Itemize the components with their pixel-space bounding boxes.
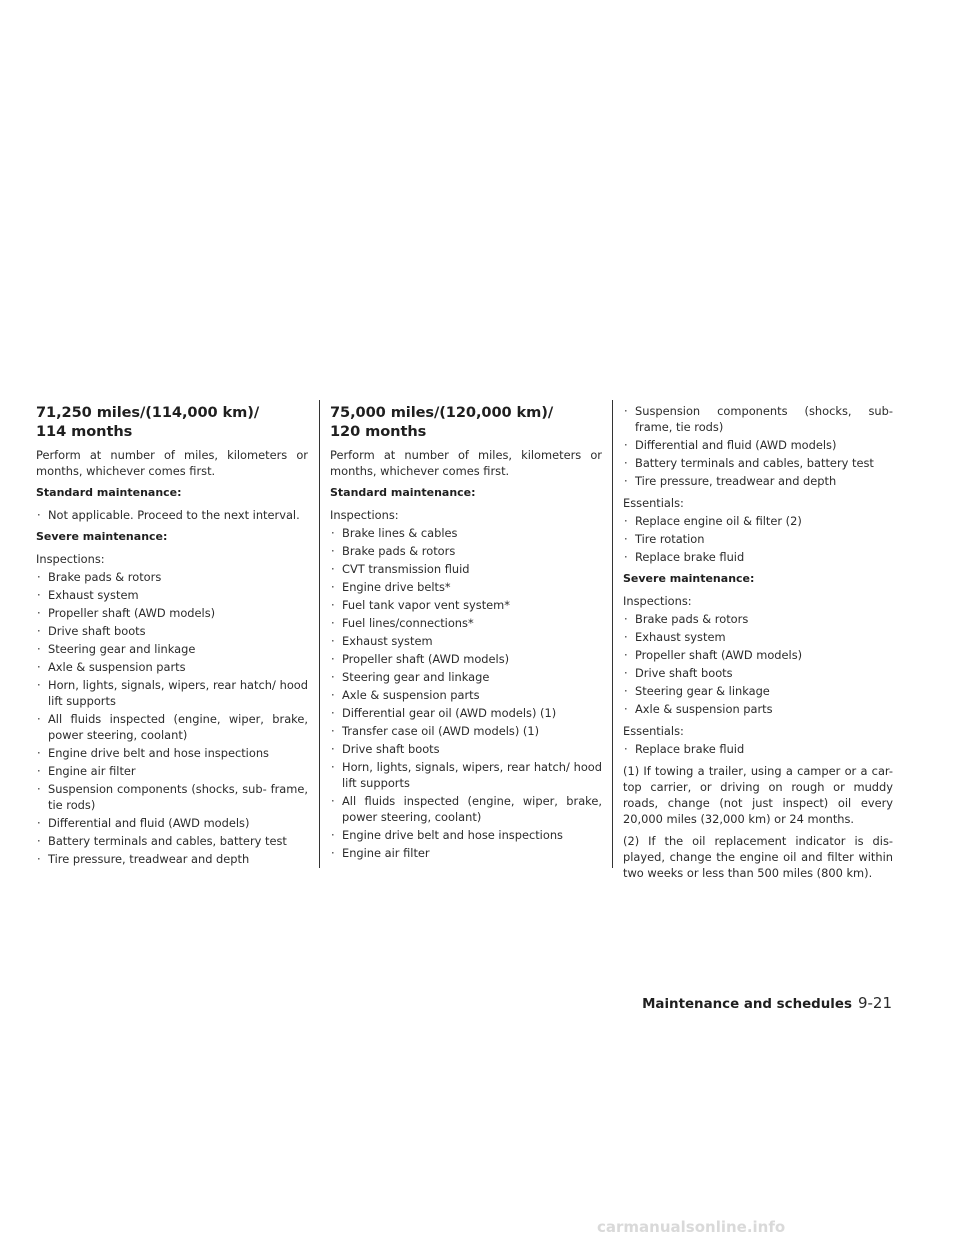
list-item: · Tire pressure, treadwear and depth	[36, 851, 308, 867]
standard-inspections-list	[330, 525, 602, 861]
essentials-label: Essentials:	[623, 496, 684, 510]
list-item: · Engine air filter	[36, 763, 308, 779]
list-item: · Engine drive belt and hose inspections	[330, 827, 602, 843]
list-item: · Suspension components (shocks, sub- frame, tie rods)	[623, 403, 893, 435]
inspections-label: Inspections:	[330, 508, 399, 522]
severe-essentials-list	[623, 741, 893, 757]
severe-inspections-list	[36, 569, 308, 867]
list-item: · Differential and fluid (AWD models)	[623, 437, 893, 453]
footnote-1: (1) If towing a trailer, using a camper or a car-top carrier, or driving on rough or muddy roads, change (not just inspect) oil every 20,000 miles (32,000 km) or 24 months.	[623, 764, 893, 826]
list-item: · Brake pads & rotors	[623, 611, 893, 627]
standard-maintenance-label: Standard maintenance:	[330, 486, 476, 499]
list-item: · Drive shaft boots	[36, 623, 308, 639]
column-75000-continued	[623, 403, 893, 887]
list-item: · Engine drive belts*	[330, 579, 602, 595]
list-item: · Drive shaft boots	[330, 741, 602, 757]
list-item: · Not applicable. Proceed to the next interval.	[36, 507, 308, 523]
list-item: · Exhaust system	[623, 629, 893, 645]
heading-line-1: 71,250 miles/(114,000 km)/	[36, 404, 260, 421]
heading-line-2: 120 months	[330, 423, 427, 440]
severe-maintenance-label: Severe maintenance:	[36, 530, 168, 543]
list-item: · Engine drive belt and hose inspections	[36, 745, 308, 761]
list-item: · Drive shaft boots	[623, 665, 893, 681]
list-item: · Tire rotation	[623, 531, 893, 547]
list-item: · Propeller shaft (AWD models)	[36, 605, 308, 621]
column-divider-2	[612, 400, 613, 868]
list-item: · Axle & suspension parts	[36, 659, 308, 675]
standard-list	[36, 507, 308, 523]
list-item: · Brake lines & cables	[330, 525, 602, 541]
page-number: 9-21	[857, 994, 892, 1012]
footnote-2: (2) If the oil replacement indicator is dis- played, change the engine oil and filter within two weeks or less than 500 miles (800 km).	[623, 834, 893, 880]
list-item: · Propeller shaft (AWD models)	[623, 647, 893, 663]
list-item: · Differential gear oil (AWD models) (1)	[330, 705, 602, 721]
list-item: · Fuel tank vapor vent system*	[330, 597, 602, 613]
list-item: · Propeller shaft (AWD models)	[330, 651, 602, 667]
column-75000-miles	[330, 403, 602, 867]
section-heading-71250	[36, 403, 308, 441]
list-item: · Horn, lights, signals, wipers, rear hatch/ hood lift supports	[330, 759, 602, 791]
severe-maintenance-label: Severe maintenance:	[623, 572, 755, 585]
column-divider-1	[319, 400, 320, 868]
page-footer	[642, 993, 892, 1012]
list-item: · Tire pressure, treadwear and depth	[623, 473, 893, 489]
list-item: · Brake pads & rotors	[330, 543, 602, 559]
list-item: · Replace engine oil & filter (2)	[623, 513, 893, 529]
list-item: · Steering gear & linkage	[623, 683, 893, 699]
heading-line-2: 114 months	[36, 423, 133, 440]
list-item: · Replace brake fluid	[623, 741, 893, 757]
inspections-label: Inspections:	[623, 594, 692, 608]
list-item: · Steering gear and linkage	[36, 641, 308, 657]
column-71250-miles	[36, 403, 308, 873]
inspections-label: Inspections:	[36, 552, 105, 566]
list-item: · Exhaust system	[330, 633, 602, 649]
list-item: · Replace brake fluid	[623, 549, 893, 565]
list-item: · Axle & suspension parts	[330, 687, 602, 703]
list-item: · Transfer case oil (AWD models) (1)	[330, 723, 602, 739]
list-item: · All fluids inspected (engine, wiper, brake, power steering, coolant)	[36, 711, 308, 743]
list-item: · Differential and fluid (AWD models)	[36, 815, 308, 831]
standard-maintenance-label: Standard maintenance:	[36, 486, 182, 499]
list-item: · Axle & suspension parts	[623, 701, 893, 717]
list-item: · Engine air filter	[330, 845, 602, 861]
heading-line-1: 75,000 miles/(120,000 km)/	[330, 404, 554, 421]
list-item: · CVT transmission fluid	[330, 561, 602, 577]
list-item: · Fuel lines/connections*	[330, 615, 602, 631]
list-item: · Suspension components (shocks, sub- frame, tie rods)	[36, 781, 308, 813]
list-item: · Horn, lights, signals, wipers, rear hatch/ hood lift supports	[36, 677, 308, 709]
footer-section-title: Maintenance and schedules	[642, 997, 852, 1012]
intro-text: Perform at number of miles, kilometers or months, whichever comes first.	[330, 448, 602, 478]
severe-inspections-list	[623, 611, 893, 717]
section-heading-75000	[330, 403, 602, 441]
intro-text: Perform at number of miles, kilometers or months, whichever comes first.	[36, 448, 308, 478]
list-item: · Steering gear and linkage	[330, 669, 602, 685]
list-item: · All fluids inspected (engine, wiper, brake, power steering, coolant)	[330, 793, 602, 825]
list-item: · Battery terminals and cables, battery test	[623, 455, 893, 471]
list-item: · Brake pads & rotors	[36, 569, 308, 585]
severe-essentials-label: Essentials:	[623, 724, 684, 738]
continued-inspections-list	[623, 403, 893, 489]
list-item: · Exhaust system	[36, 587, 308, 603]
essentials-list	[623, 513, 893, 565]
list-item: · Battery terminals and cables, battery test	[36, 833, 308, 849]
watermark-text: carmanualsonline.info	[597, 1218, 786, 1236]
